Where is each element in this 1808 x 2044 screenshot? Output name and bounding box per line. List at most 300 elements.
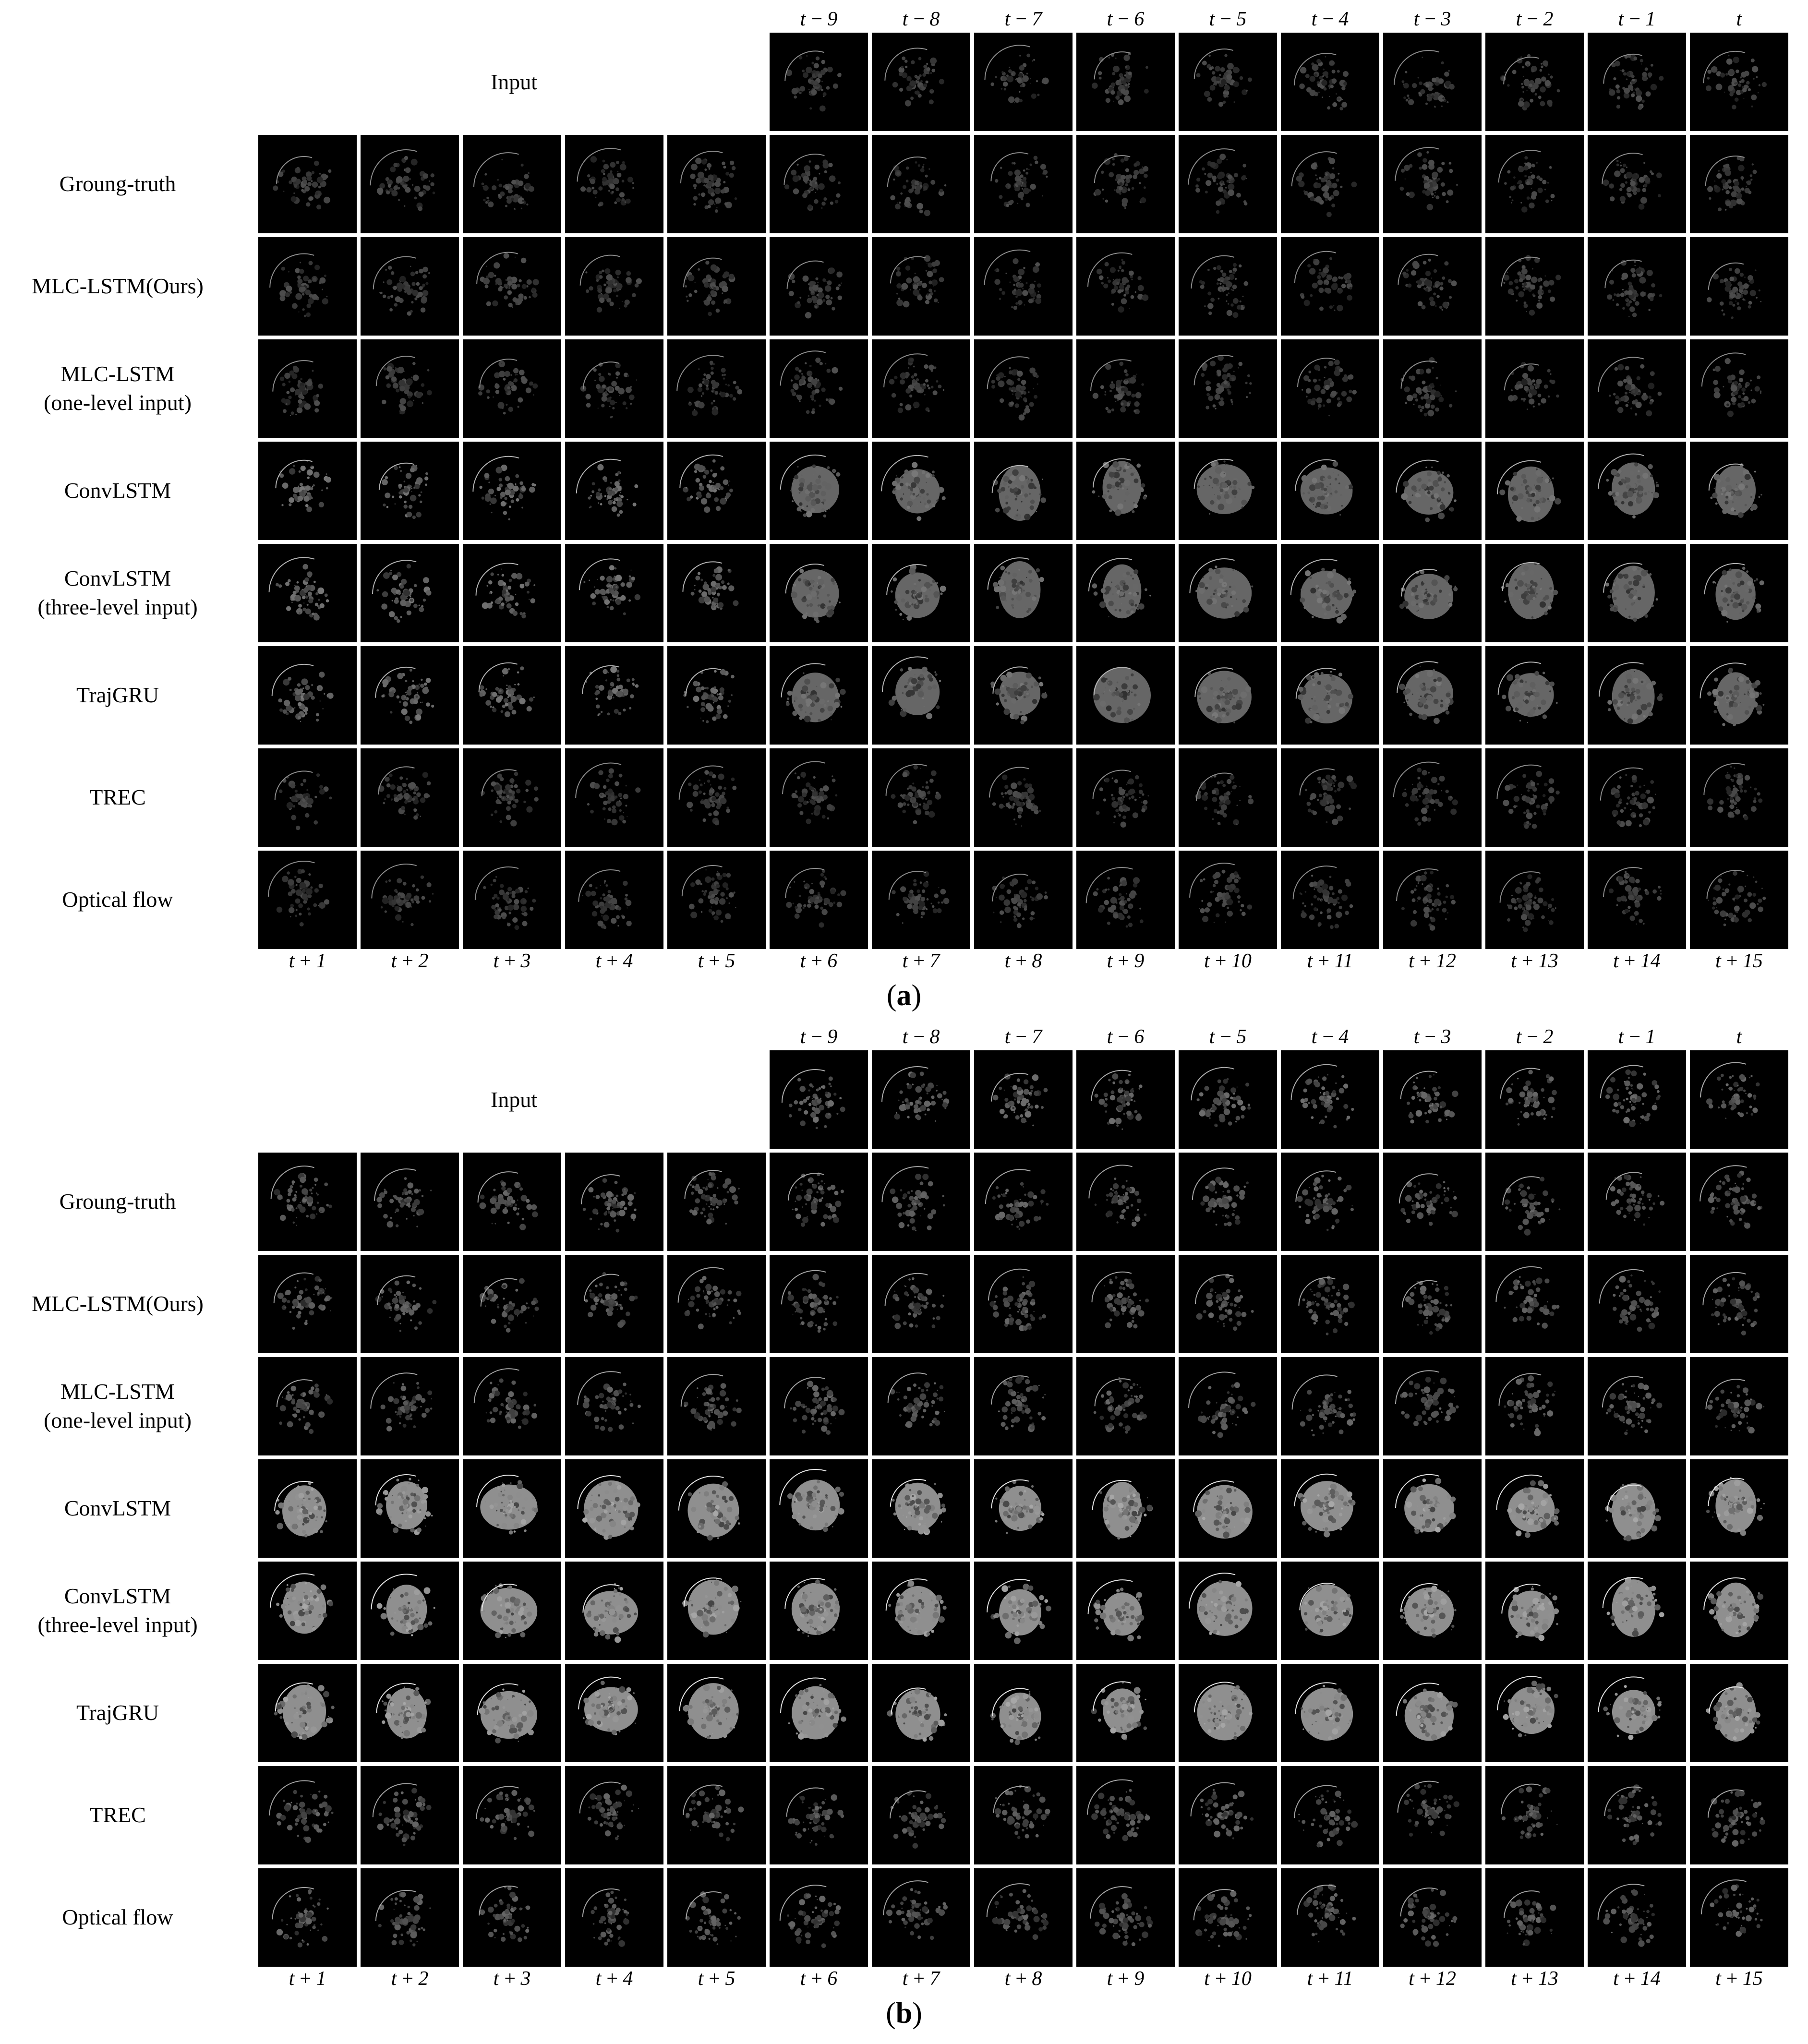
prediction-frame [258,339,357,438]
prediction-frame [463,544,561,642]
output-time-label: t + 8 [1004,1968,1042,1990]
radar-echo-image [565,1664,663,1762]
prediction-frame [1076,748,1175,847]
prediction-frame [361,1766,459,1864]
radar-echo-image [1485,1153,1584,1251]
radar-echo-image [1588,1664,1686,1762]
radar-echo-image [872,1562,970,1660]
prediction-frame [1383,1868,1482,1967]
radar-echo-image [974,1766,1073,1864]
radar-echo-image [1179,339,1277,438]
prediction-frame [463,1357,561,1455]
radar-echo-image [361,1153,459,1251]
method-label-line1: TREC [89,785,146,809]
prediction-frame [361,339,459,438]
prediction-frame [361,1664,459,1762]
radar-echo-image [770,646,868,745]
prediction-frame [872,646,970,745]
prediction-frame [1076,1868,1175,1967]
prediction-frame [1076,1664,1175,1762]
radar-echo-image [1690,748,1788,847]
prediction-frame [1281,1868,1379,1967]
caption-letter: b [895,1997,913,2030]
radar-echo-image [463,646,561,745]
prediction-frame [1179,1153,1277,1251]
method-label-line2: (three-level input) [37,595,198,619]
prediction-frame [667,1868,766,1967]
prediction-frame [361,748,459,847]
radar-echo-image [1076,1153,1175,1251]
radar-echo-image [770,339,868,438]
method-label [5,1801,230,1829]
output-time-label: t + 11 [1307,950,1353,972]
radar-echo-image [1485,748,1584,847]
radar-echo-image [1485,1255,1584,1353]
output-time-label: t + 7 [902,1968,940,1990]
radar-echo-image [872,1868,970,1967]
prediction-frame [258,748,357,847]
prediction-frame [1179,237,1277,336]
radar-echo-image [1485,1868,1584,1967]
prediction-frame [258,1766,357,1864]
method-label [5,1289,230,1318]
input-frame [770,1050,868,1149]
prediction-frame [1588,1459,1686,1558]
prediction-frame [974,1255,1073,1353]
input-frame [1076,1050,1175,1149]
prediction-frame [1690,748,1788,847]
output-time-label: t + 9 [1107,950,1145,972]
method-label [5,1582,230,1639]
method-label [5,1187,230,1216]
prediction-frame [1690,1153,1788,1251]
method-label [5,360,230,417]
prediction-frame [974,1562,1073,1660]
prediction-frame [1076,1766,1175,1864]
prediction-frame [463,748,561,847]
radar-echo-image [463,442,561,540]
input-time-label: t − 8 [902,1026,940,1048]
input-time-label: t − 3 [1413,1026,1451,1048]
prediction-frame [1485,1766,1584,1864]
radar-echo-image [1383,339,1482,438]
prediction-frame [361,1153,459,1251]
radar-echo-image [872,1050,970,1149]
prediction-frame [974,748,1073,847]
prediction-frame [1588,135,1686,233]
radar-echo-image [974,135,1073,233]
output-time-label: t + 6 [800,1968,838,1990]
radar-echo-image [667,237,766,336]
radar-echo-image [1179,1868,1277,1967]
input-frame [872,33,970,131]
output-time-label: t + 13 [1511,950,1558,972]
prediction-frame [1588,851,1686,949]
prediction-frame [770,544,868,642]
radar-echo-image [463,1153,561,1251]
prediction-frame [258,544,357,642]
input-frame [974,1050,1073,1149]
output-time-label: t + 8 [1004,950,1042,972]
radar-echo-image [974,851,1073,949]
radar-echo-image [258,851,357,949]
radar-echo-image [1076,135,1175,233]
radar-echo-image [565,237,663,336]
figure-panel-b [0,1018,1808,2044]
radar-echo-image [1485,1459,1584,1558]
radar-echo-image [1383,1868,1482,1967]
radar-echo-image [565,851,663,949]
prediction-frame [258,1357,357,1455]
method-label-line1: Optical flow [62,1905,173,1929]
prediction-frame [1383,1766,1482,1864]
radar-echo-image [361,1868,459,1967]
prediction-frame [565,1153,663,1251]
method-label-line1: ConvLSTM [64,478,171,503]
prediction-frame [1383,1357,1482,1455]
method-label-line1: ConvLSTM [64,566,171,590]
radar-echo-image [361,339,459,438]
prediction-frame [1588,1255,1686,1353]
prediction-frame [463,1255,561,1353]
output-time-label: t + 1 [289,950,326,972]
radar-echo-image [770,1153,868,1251]
panel-caption [856,1996,952,2030]
radar-echo-image [974,237,1073,336]
prediction-frame [872,1255,970,1353]
method-label-line1: ConvLSTM [64,1496,171,1520]
radar-echo-image [1383,544,1482,642]
prediction-frame [1690,1255,1788,1353]
radar-echo-image [667,339,766,438]
prediction-frame [361,1459,459,1558]
caption-letter: a [896,979,912,1012]
prediction-frame [1383,1562,1482,1660]
prediction-frame [1485,1255,1584,1353]
radar-echo-image [1485,1766,1584,1864]
input-time-label: t − 1 [1618,8,1656,30]
prediction-frame [1588,1562,1686,1660]
prediction-frame [667,1459,766,1558]
radar-echo-image [770,1766,868,1864]
prediction-frame [770,237,868,336]
radar-echo-image [872,237,970,336]
radar-echo-image [1690,33,1788,131]
prediction-frame [770,1766,868,1864]
radar-echo-image [361,1459,459,1558]
method-label-line1: Groung-truth [59,1189,176,1214]
radar-echo-image [974,646,1073,745]
prediction-frame [258,1459,357,1558]
radar-echo-image [1383,237,1482,336]
radar-echo-image [872,646,970,745]
radar-echo-image [667,135,766,233]
radar-echo-image [463,544,561,642]
radar-echo-image [258,339,357,438]
radar-echo-image [974,1255,1073,1353]
prediction-frame [770,851,868,949]
radar-echo-image [1383,1459,1482,1558]
prediction-frame [1485,1664,1584,1762]
method-label [5,1377,230,1435]
prediction-frame [361,646,459,745]
prediction-frame [1076,1357,1175,1455]
prediction-frame [463,339,561,438]
radar-echo-image [667,1459,766,1558]
prediction-frame [1690,544,1788,642]
prediction-frame [1485,1459,1584,1558]
prediction-frame [565,135,663,233]
input-frame [1179,1050,1277,1149]
prediction-frame [258,646,357,745]
radar-echo-image [1588,442,1686,540]
radar-echo-image [1076,237,1175,336]
radar-echo-image [463,1766,561,1864]
radar-echo-image [1281,646,1379,745]
prediction-frame [1281,851,1379,949]
radar-echo-image [463,1459,561,1558]
prediction-frame [974,237,1073,336]
radar-echo-image [1588,748,1686,847]
prediction-frame [872,237,970,336]
radar-echo-image [258,1562,357,1660]
radar-echo-image [770,1664,868,1762]
radar-echo-image [1485,851,1584,949]
radar-echo-image [1690,1050,1788,1149]
radar-echo-image [258,748,357,847]
radar-echo-image [1179,1357,1277,1455]
radar-echo-image [1383,1050,1482,1149]
prediction-frame [565,1766,663,1864]
radar-echo-image [258,1868,357,1967]
radar-echo-image [361,442,459,540]
radar-echo-image [1690,339,1788,438]
prediction-frame [1485,646,1584,745]
prediction-frame [258,851,357,949]
prediction-frame [463,1766,561,1864]
radar-echo-image [770,748,868,847]
prediction-frame [1383,1153,1482,1251]
method-label [5,885,230,914]
prediction-frame [1588,646,1686,745]
radar-echo-image [1076,646,1175,745]
radar-echo-image [1281,339,1379,438]
radar-echo-image [1690,442,1788,540]
output-time-label: t + 5 [698,950,735,972]
prediction-frame [1076,1562,1175,1660]
radar-echo-image [1076,1459,1175,1558]
prediction-frame [974,1766,1073,1864]
input-time-label: t − 9 [800,8,838,30]
input-frame [1485,33,1584,131]
radar-echo-image [1690,1153,1788,1251]
prediction-frame [872,1562,970,1660]
radar-echo-image [1076,339,1175,438]
method-label [5,272,230,301]
prediction-frame [463,1459,561,1558]
radar-echo-image [1076,748,1175,847]
input-frame [1281,33,1379,131]
prediction-frame [1076,851,1175,949]
radar-echo-image [1179,748,1277,847]
radar-echo-image [1485,544,1584,642]
method-label-line1: TrajGRU [76,683,159,707]
prediction-frame [258,135,357,233]
method-label-line2: (three-level input) [37,1612,198,1637]
prediction-frame [872,135,970,233]
radar-echo-image [258,544,357,642]
prediction-frame [1690,339,1788,438]
radar-echo-image [463,237,561,336]
radar-echo-image [1383,646,1482,745]
radar-echo-image [872,748,970,847]
prediction-frame [872,1766,970,1864]
prediction-frame [974,1868,1073,1967]
radar-echo-image [770,33,868,131]
radar-echo-image [361,748,459,847]
prediction-frame [361,851,459,949]
prediction-frame [1383,135,1482,233]
prediction-frame [1690,1562,1788,1660]
radar-echo-image [1690,851,1788,949]
prediction-frame [565,1357,663,1455]
prediction-frame [1383,1664,1482,1762]
prediction-frame [770,135,868,233]
prediction-frame [463,851,561,949]
radar-echo-image [1179,851,1277,949]
input-time-label: t − 5 [1209,8,1247,30]
prediction-frame [1690,237,1788,336]
prediction-frame [667,1664,766,1762]
radar-echo-image [565,1868,663,1967]
input-frame [1485,1050,1584,1149]
radar-echo-image [1076,1357,1175,1455]
radar-echo-image [1690,135,1788,233]
radar-echo-image [1179,33,1277,131]
prediction-frame [565,1562,663,1660]
prediction-frame [1281,339,1379,438]
input-time-label: t − 6 [1107,1026,1145,1048]
radar-echo-image [770,1562,868,1660]
radar-echo-image [872,1459,970,1558]
radar-echo-image [667,1868,766,1967]
radar-echo-image [565,339,663,438]
prediction-frame [1281,646,1379,745]
radar-echo-image [667,851,766,949]
prediction-frame [974,851,1073,949]
prediction-frame [1281,1664,1379,1762]
prediction-frame [565,1255,663,1353]
radar-echo-image [463,1562,561,1660]
radar-echo-image [667,442,766,540]
radar-echo-image [1281,1766,1379,1864]
radar-echo-image [361,646,459,745]
prediction-frame [1588,1664,1686,1762]
radar-echo-image [361,1255,459,1353]
prediction-frame [565,237,663,336]
prediction-frame [770,1868,868,1967]
radar-echo-image [463,1357,561,1455]
prediction-frame [974,135,1073,233]
input-time-label: t − 2 [1516,1026,1554,1048]
prediction-frame [1485,442,1584,540]
prediction-frame [667,748,766,847]
prediction-frame [974,1153,1073,1251]
method-label [5,169,230,198]
radar-echo-image [258,1664,357,1762]
prediction-frame [1485,748,1584,847]
prediction-frame [258,1562,357,1660]
input-time-label: t [1736,1026,1742,1048]
radar-echo-image [1383,1562,1482,1660]
radar-echo-image [1588,646,1686,745]
input-frame [1690,33,1788,131]
radar-echo-image [565,544,663,642]
output-time-label: t + 15 [1715,1968,1763,1990]
radar-echo-image [361,544,459,642]
radar-echo-image [1485,33,1584,131]
radar-echo-image [258,646,357,745]
radar-echo-image [1588,544,1686,642]
radar-echo-image [258,135,357,233]
prediction-frame [463,442,561,540]
prediction-frame [1179,1255,1277,1353]
radar-echo-image [565,1766,663,1864]
prediction-frame [463,646,561,745]
radar-echo-image [1485,1357,1584,1455]
prediction-frame [872,442,970,540]
prediction-frame [1383,1459,1482,1558]
radar-echo-image [1383,1357,1482,1455]
method-label-line1: MLC-LSTM [60,1379,175,1404]
prediction-frame [667,442,766,540]
prediction-frame [1281,544,1379,642]
radar-echo-image [1179,237,1277,336]
prediction-frame [1076,1255,1175,1353]
radar-echo-image [770,135,868,233]
radar-echo-image [770,1050,868,1149]
prediction-frame [1485,1357,1584,1455]
method-label-line1: Optical flow [62,887,173,912]
prediction-frame [1588,339,1686,438]
prediction-frame [770,1562,868,1660]
radar-echo-image [872,1766,970,1864]
radar-echo-image [872,33,970,131]
radar-echo-image [1690,1868,1788,1967]
prediction-frame [463,1153,561,1251]
prediction-frame [1076,339,1175,438]
radar-echo-image [872,1255,970,1353]
prediction-frame [1179,1766,1277,1864]
input-frame [974,33,1073,131]
prediction-frame [872,339,970,438]
radar-echo-image [872,339,970,438]
prediction-frame [361,1868,459,1967]
prediction-frame [1383,544,1482,642]
prediction-frame [361,1357,459,1455]
radar-echo-image [1076,1050,1175,1149]
prediction-frame [1281,237,1379,336]
radar-echo-image [1281,1868,1379,1967]
method-label-line1: TrajGRU [76,1700,159,1725]
radar-echo-image [770,237,868,336]
method-label [5,1494,230,1523]
input-frame [1076,33,1175,131]
radar-echo-image [1383,1766,1482,1864]
radar-echo-image [1485,237,1584,336]
prediction-frame [770,1153,868,1251]
radar-echo-image [974,442,1073,540]
